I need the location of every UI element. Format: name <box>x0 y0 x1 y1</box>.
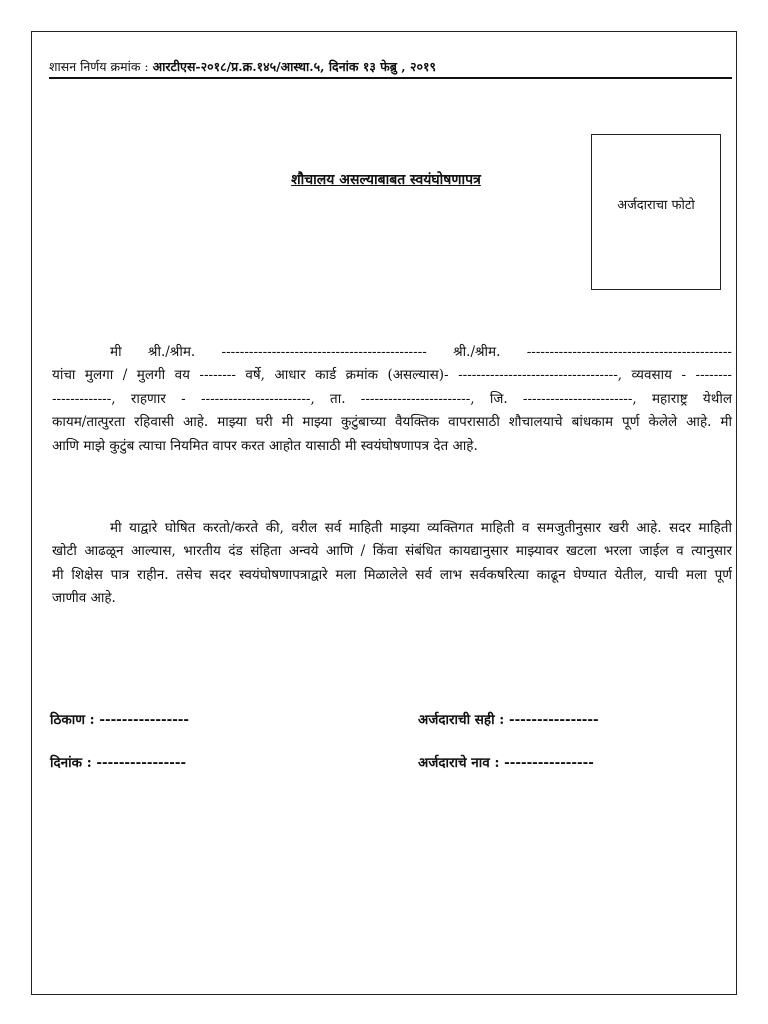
paragraph-line: आणि माझे कुटुंब त्याचा नियमित वापर करत आहोत यासाठी मी स्वयंघोषणापत्र देत आहे. <box>52 437 478 454</box>
signature-field <box>418 710 599 728</box>
signature-label: अर्जदाराची सही : <box>418 712 505 728</box>
applicant-name-label: अर्जदाराचे नाव : <box>418 755 500 771</box>
date-field <box>50 753 186 771</box>
header-divider <box>49 77 732 79</box>
place-label: ठिकाण : <box>50 712 95 728</box>
declaration-paragraph <box>52 341 732 458</box>
place-blank: ---------------- <box>99 712 190 728</box>
gr-reference: आरटीएस-२०१८/प्र.क्र.१४५/आस्था.५, दिनांक १३ फेब्रु , २०१९ <box>152 59 437 74</box>
applicant-name-field <box>418 753 594 771</box>
paragraph-line: यांचा मुलगा / मुलगी वय -------- वर्षे, आधार कार्ड क्रमांक (असल्यास)- -----------------------------------, व्यवसाय - -------- <box>52 367 732 384</box>
date-label: दिनांक : <box>50 755 92 771</box>
signature-blank: ---------------- <box>508 712 599 728</box>
gr-label: शासन निर्णय क्रमांक : <box>49 59 149 74</box>
document-title: शौचालय असल्याबाबत स्वयंघोषणापत्र <box>291 172 481 188</box>
applicant-name-blank: ---------------- <box>504 755 594 771</box>
gr-reference-header <box>49 58 732 75</box>
paragraph-line: -------------, राहणार - ------------------------, ता. ------------------------, जि. ------------------------, महाराष्ट्र येथील <box>52 390 732 407</box>
affirmation-paragraph <box>52 517 732 611</box>
paragraph-line: मी याद्वारे घोषित करतो/करते की, वरील सर्व माहिती माझ्या व्यक्तिगत माहिती व समजुतीनुसार खरी आहे. सदर माहिती <box>110 520 732 536</box>
paragraph-line: मी शिक्षेस पात्र राहीन. तसेच सदर स्वयंघोषणापत्राद्वारे मला मिळालेले सर्व लाभ सर्वकषरित्या काढून घेण्यात येतील, याची मला पूर्ण <box>52 566 732 583</box>
paragraph-line: खोटी आढळून आल्यास, भारतीय दंड संहिता अन्वये आणि / किंवा संबंधित कायद्यानुसार माझ्यावर खटला भरला जाईल व त्यानुसार <box>52 543 732 560</box>
paragraph-line: जाणीव आहे. <box>52 590 116 607</box>
paragraph-line: कायम/तात्पुरता रहिवासी आहे. माझ्या घरी मी माझ्या कुटुंबाच्या वैयक्तिक वापरासाठी शौचालयाचे बांधकाम पूर्ण केलेले आहे. मी <box>52 414 732 431</box>
date-blank: ---------------- <box>96 755 187 771</box>
paragraph-line: मी श्री./श्रीम. --------------------------------------------- श्री./श्रीम. --------------------------------------------- <box>110 344 732 360</box>
place-field <box>50 710 189 728</box>
applicant-photo-box <box>591 134 721 290</box>
photo-box-label: अर्जदाराचा फोटो <box>617 198 695 213</box>
